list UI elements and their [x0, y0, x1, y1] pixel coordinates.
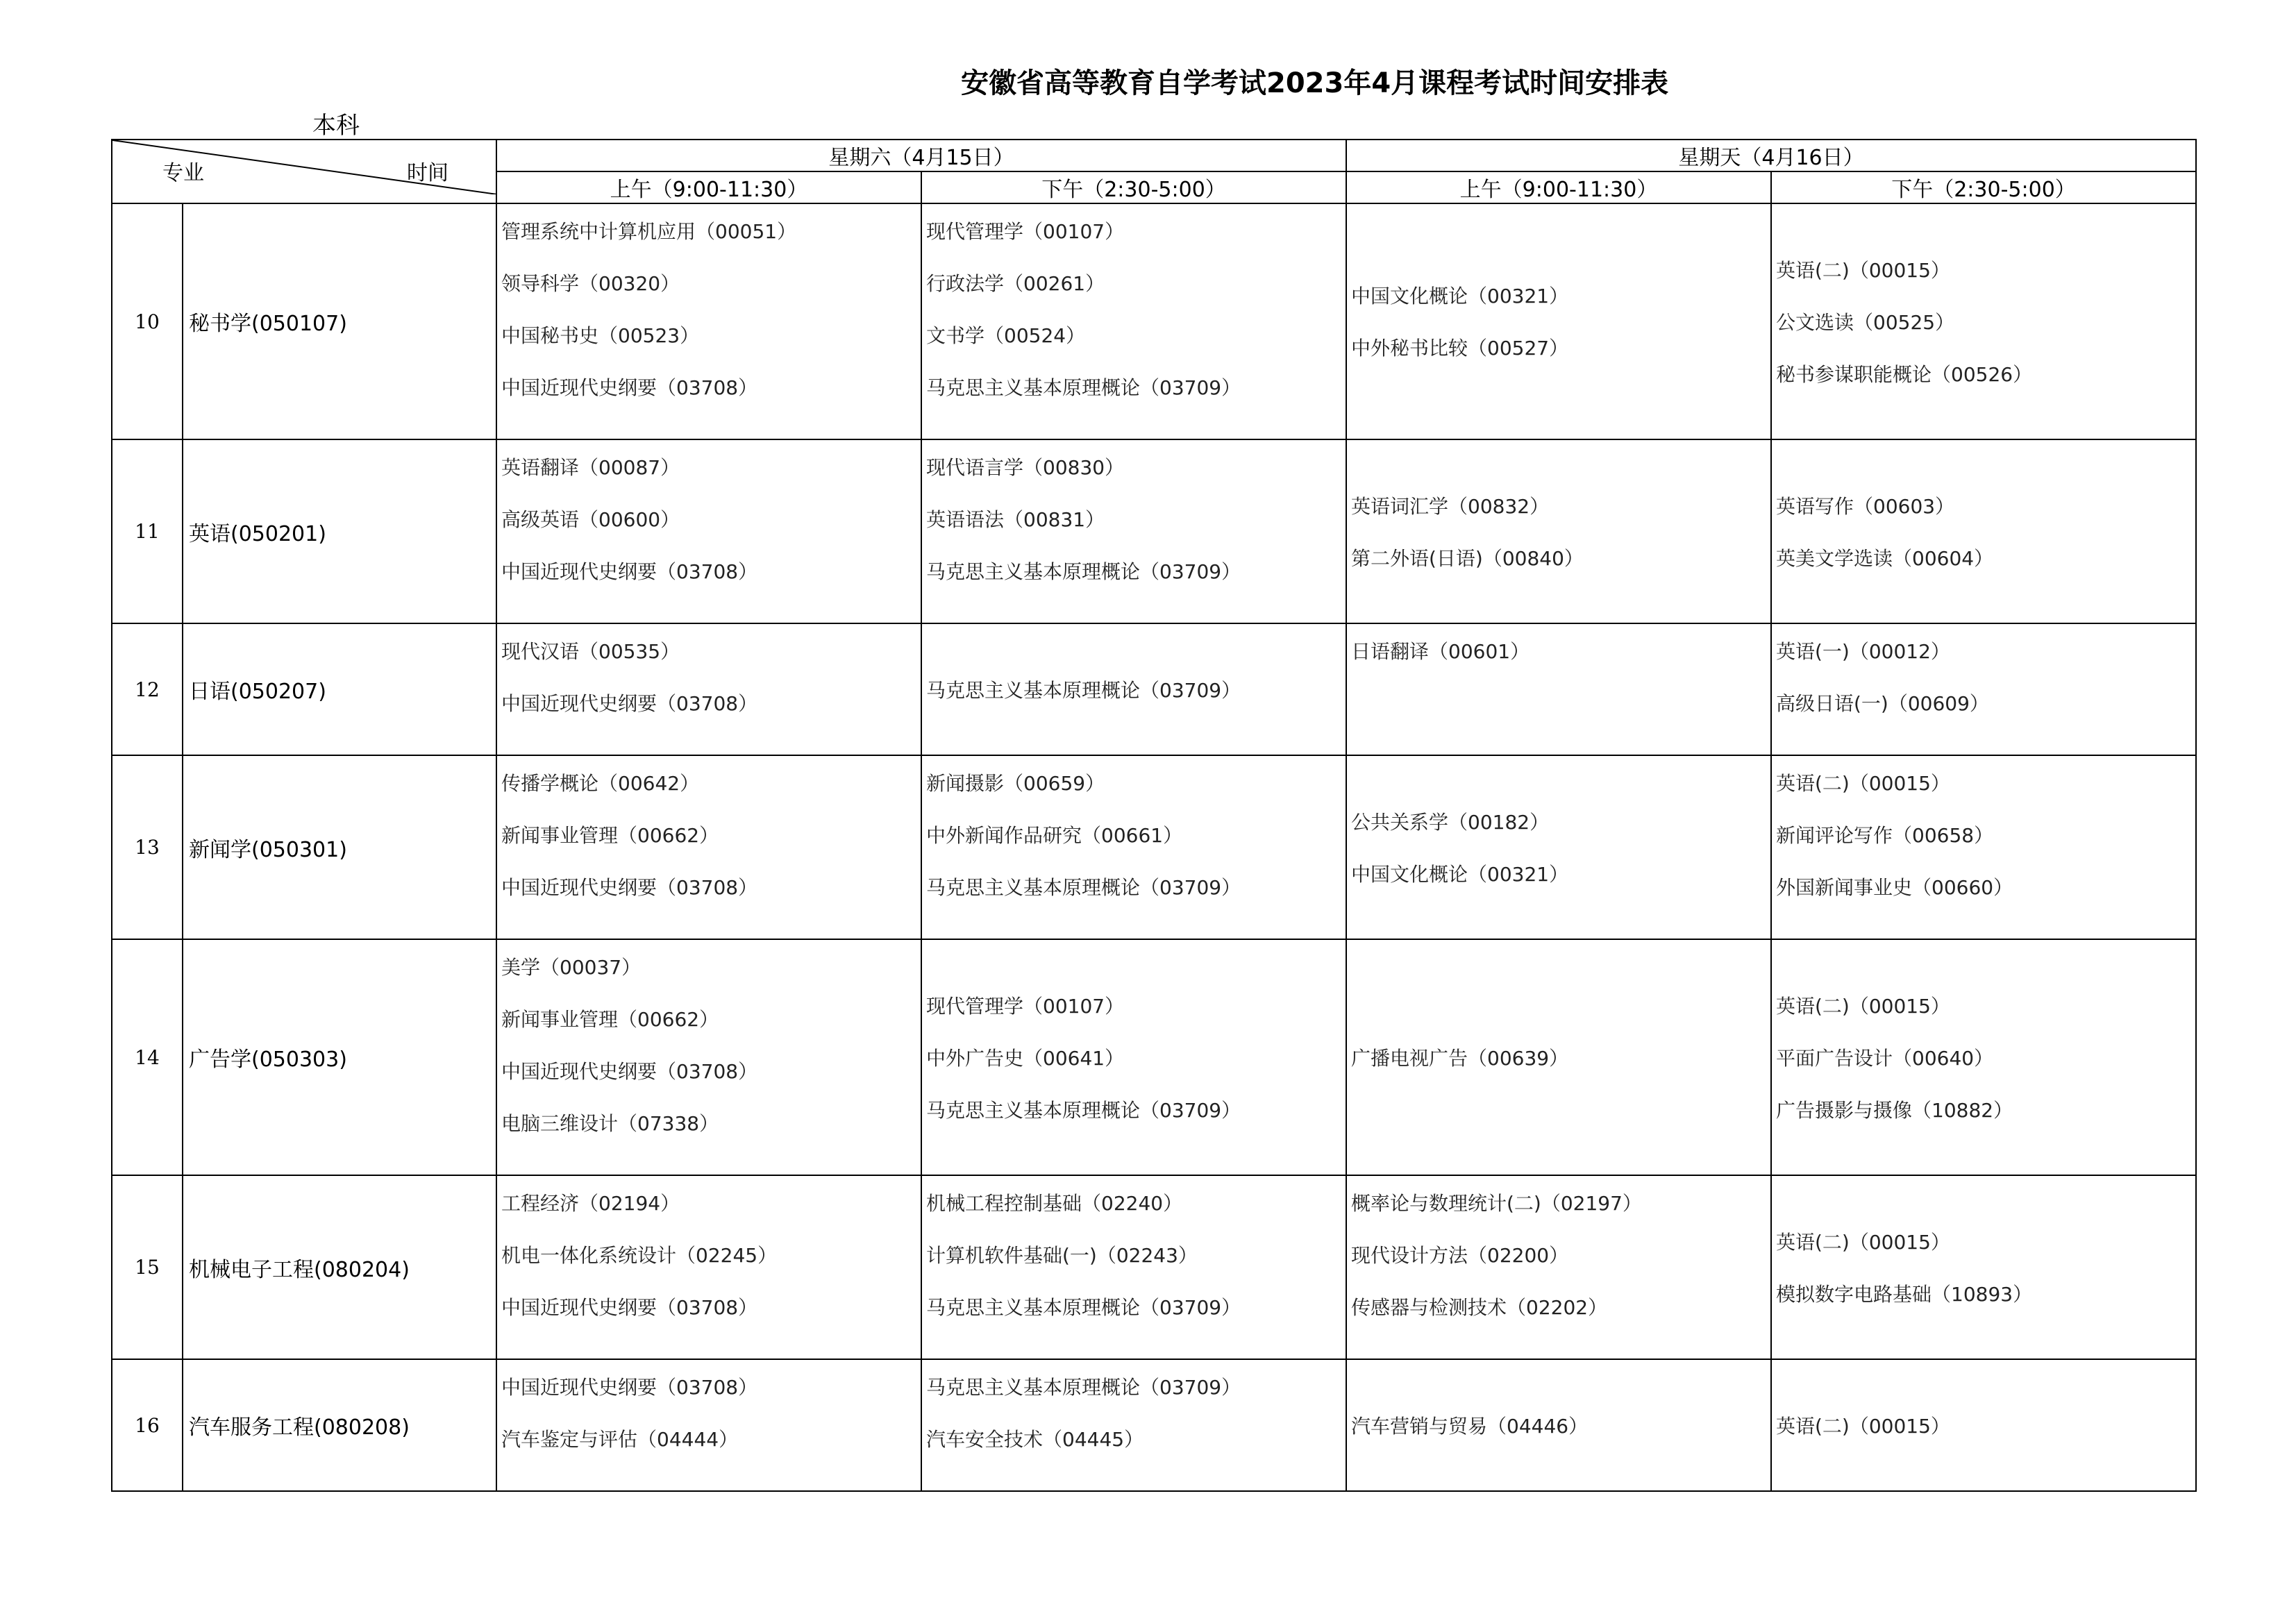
- course-entry: 新闻事业管理（00662）: [501, 1008, 719, 1031]
- schedule-cell-sun-morning: [1346, 755, 1771, 939]
- course-entry: 公文选读（00525）: [1776, 310, 1955, 334]
- course-entry: 现代设计方法（02200）: [1351, 1244, 1569, 1267]
- schedule-cell-sun-afternoon: [1771, 755, 2196, 939]
- schedule-cell-sat-afternoon: [921, 1175, 1346, 1359]
- schedule-cell-sat-afternoon: [921, 439, 1346, 623]
- table-row: [112, 203, 2196, 439]
- course-entry: 广告摄影与摄像（10882）: [1776, 1098, 2013, 1122]
- schedule-cell-sat-morning: [496, 939, 921, 1175]
- course-entry: 现代管理学（00107）: [926, 220, 1125, 243]
- course-entry: 马克思主义基本原理概论（03709）: [926, 560, 1241, 583]
- course-entry: 机械工程控制基础（02240）: [926, 1192, 1183, 1215]
- course-entry: 中国近现代史纲要（03708）: [501, 876, 758, 899]
- day-header-saturday: 星期六（4月15日）: [496, 140, 1346, 171]
- course-entry: 马克思主义基本原理概论（03709）: [926, 376, 1241, 399]
- schedule-cell-sat-afternoon: [921, 623, 1346, 755]
- schedule-cell-sun-afternoon: [1771, 1359, 2196, 1491]
- page-title: 安徽省高等教育自学考试2023年4月课程考试时间安排表: [961, 67, 1669, 99]
- course-entry: 中外广告史（00641）: [926, 1046, 1125, 1070]
- course-entry: 英语(二)（00015）: [1776, 258, 1950, 282]
- course-entry: 中外新闻作品研究（00661）: [926, 824, 1183, 847]
- time-header-label: 时间: [407, 161, 449, 185]
- table-row: [112, 623, 2196, 755]
- course-entry: 现代语言学（00830）: [926, 456, 1125, 479]
- course-entry: 英美文学选读（00604）: [1776, 546, 1994, 570]
- course-entry: 平面广告设计（00640）: [1776, 1046, 1994, 1070]
- schedule-cell-sun-afternoon: [1771, 203, 2196, 439]
- schedule-cell-sat-morning: [496, 755, 921, 939]
- course-entry: 新闻摄影（00659）: [926, 772, 1105, 795]
- schedule-cell-sun-afternoon: [1771, 623, 2196, 755]
- schedule-cell-sun-morning: [1346, 1175, 1771, 1359]
- day-header-sunday: 星期天（4月16日）: [1346, 140, 2196, 171]
- course-entry: 中国近现代史纲要（03708）: [501, 560, 758, 583]
- major-header-label: 专业: [162, 161, 204, 185]
- course-entry: 马克思主义基本原理概论（03709）: [926, 678, 1241, 702]
- course-entry: 新闻事业管理（00662）: [501, 824, 719, 847]
- course-entry: 汽车营销与贸易（04446）: [1351, 1414, 1589, 1438]
- schedule-cell-sat-afternoon: [921, 1359, 1346, 1491]
- course-entry: 中国秘书史（00523）: [501, 324, 700, 347]
- course-entry: 汽车安全技术（04445）: [926, 1428, 1144, 1451]
- row-number: 10: [112, 203, 183, 439]
- course-entry: 工程经济（02194）: [501, 1192, 680, 1215]
- level-label: 本科: [312, 112, 360, 140]
- schedule-cell-sun-morning: [1346, 939, 1771, 1175]
- course-entry: 英语(二)（00015）: [1776, 1414, 1950, 1438]
- course-entry: 英语语法（00831）: [926, 508, 1105, 531]
- row-number: 11: [112, 439, 183, 623]
- course-entry: 管理系统中计算机应用（00051）: [501, 220, 797, 243]
- course-entry: 中国文化概论（00321）: [1351, 285, 1569, 308]
- schedule-cell-sat-afternoon: [921, 203, 1346, 439]
- course-entry: 现代汉语（00535）: [501, 640, 680, 663]
- major-name: 汽车服务工程(080208): [183, 1359, 496, 1491]
- course-entry: 高级英语（00600）: [501, 508, 680, 531]
- course-entry: 高级日语(一)（00609）: [1776, 692, 1989, 715]
- course-entry: 文书学（00524）: [926, 324, 1086, 347]
- table-row: [112, 439, 2196, 623]
- slot-header-sat-afternoon: 下午（2:30-5:00）: [921, 171, 1346, 203]
- slot-header-sun-morning: 上午（9:00-11:30）: [1346, 171, 1771, 203]
- course-entry: 中外秘书比较（00527）: [1351, 337, 1569, 360]
- slot-header-sun-afternoon: 下午（2:30-5:00）: [1771, 171, 2196, 203]
- course-entry: 电脑三维设计（07338）: [501, 1112, 719, 1135]
- course-entry: 美学（00037）: [501, 956, 642, 979]
- course-entry: 汽车鉴定与评估（04444）: [501, 1428, 739, 1451]
- course-entry: 传感器与检测技术（02202）: [1351, 1296, 1608, 1319]
- table-row: [112, 1175, 2196, 1359]
- schedule-cell-sun-afternoon: [1771, 439, 2196, 623]
- major-name: 秘书学(050107): [183, 203, 496, 439]
- course-entry: 新闻评论写作（00658）: [1776, 824, 1994, 847]
- schedule-cell-sat-morning: [496, 439, 921, 623]
- course-entry: 英语写作（00603）: [1776, 494, 1955, 518]
- course-entry: 马克思主义基本原理概论（03709）: [926, 1098, 1241, 1122]
- course-entry: 日语翻译（00601）: [1351, 640, 1530, 663]
- course-entry: 英语(二)（00015）: [1776, 1230, 1950, 1254]
- header-corner: [112, 140, 496, 203]
- course-entry: 英语(二)（00015）: [1776, 994, 1950, 1018]
- course-entry: 马克思主义基本原理概论（03709）: [926, 876, 1241, 899]
- course-entry: 秘书参谋职能概论（00526）: [1776, 362, 2033, 386]
- course-entry: 传播学概论（00642）: [501, 772, 700, 795]
- schedule-cell-sun-morning: [1346, 1359, 1771, 1491]
- major-name: 英语(050201): [183, 439, 496, 623]
- schedule-cell-sun-afternoon: [1771, 1175, 2196, 1359]
- schedule-cell-sat-afternoon: [921, 755, 1346, 939]
- course-entry: 现代管理学（00107）: [926, 994, 1125, 1018]
- schedule-cell-sun-afternoon: [1771, 939, 2196, 1175]
- schedule-cell-sun-morning: [1346, 623, 1771, 755]
- slot-header-sat-morning: 上午（9:00-11:30）: [496, 171, 921, 203]
- table-row: [112, 939, 2196, 1175]
- course-entry: 马克思主义基本原理概论（03709）: [926, 1296, 1241, 1319]
- table-row: [112, 755, 2196, 939]
- course-entry: 概率论与数理统计(二)（02197）: [1351, 1192, 1642, 1215]
- schedule-cell-sun-morning: [1346, 203, 1771, 439]
- course-entry: 马克思主义基本原理概论（03709）: [926, 1376, 1241, 1399]
- schedule-body: [112, 203, 2196, 1491]
- course-entry: 中国近现代史纲要（03708）: [501, 692, 758, 715]
- major-name: 广告学(050303): [183, 939, 496, 1175]
- row-number: 15: [112, 1175, 183, 1359]
- row-number: 13: [112, 755, 183, 939]
- schedule-cell-sat-morning: [496, 1359, 921, 1491]
- schedule-cell-sat-morning: [496, 623, 921, 755]
- schedule-cell-sat-morning: [496, 203, 921, 439]
- major-name: 机械电子工程(080204): [183, 1175, 496, 1359]
- course-entry: 中国文化概论（00321）: [1351, 862, 1569, 886]
- row-number: 12: [112, 623, 183, 755]
- table-row: [112, 1359, 2196, 1491]
- major-name: 新闻学(050301): [183, 755, 496, 939]
- course-entry: 机电一体化系统设计（02245）: [501, 1244, 778, 1267]
- course-entry: 领导科学（00320）: [501, 272, 680, 295]
- schedule-cell-sun-morning: [1346, 439, 1771, 623]
- course-entry: 中国近现代史纲要（03708）: [501, 1296, 758, 1319]
- course-entry: 行政法学（00261）: [926, 272, 1105, 295]
- course-entry: 广播电视广告（00639）: [1351, 1046, 1569, 1070]
- course-entry: 英语(一)（00012）: [1776, 640, 1950, 663]
- course-entry: 中国近现代史纲要（03708）: [501, 1060, 758, 1083]
- course-entry: 英语(二)（00015）: [1776, 772, 1950, 795]
- course-entry: 英语翻译（00087）: [501, 456, 680, 479]
- course-entry: 第二外语(日语)（00840）: [1351, 546, 1584, 570]
- course-entry: 英语词汇学（00832）: [1351, 494, 1550, 518]
- schedule-cell-sat-afternoon: [921, 939, 1346, 1175]
- schedule-table: [111, 139, 2197, 1492]
- course-entry: 外国新闻事业史（00660）: [1776, 876, 2013, 899]
- row-number: 16: [112, 1359, 183, 1491]
- course-entry: 计算机软件基础(一)（02243）: [926, 1244, 1198, 1267]
- course-entry: 模拟数字电路基础（10893）: [1776, 1282, 2033, 1306]
- schedule-cell-sat-morning: [496, 1175, 921, 1359]
- course-entry: 中国近现代史纲要（03708）: [501, 376, 758, 399]
- course-entry: 中国近现代史纲要（03708）: [501, 1376, 758, 1399]
- course-entry: 公共关系学（00182）: [1351, 810, 1550, 834]
- row-number: 14: [112, 939, 183, 1175]
- major-name: 日语(050207): [183, 623, 496, 755]
